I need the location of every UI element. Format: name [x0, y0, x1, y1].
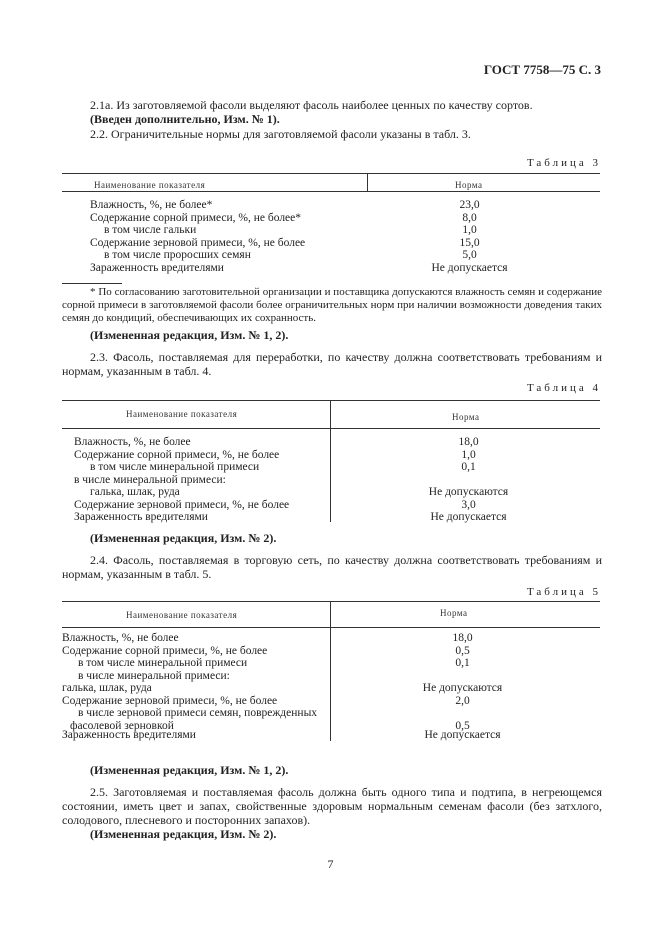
row-value: Не допускаются [422, 682, 503, 694]
row-label: галька, шлак, руда [90, 486, 180, 498]
table-row [62, 199, 600, 212]
table-row [62, 670, 600, 683]
row-value: 1,0 [462, 224, 477, 236]
row-value: 3,0 [461, 498, 476, 511]
column-header-name: Наименование показателя [126, 610, 238, 620]
amendment-note: (Измененная редакция, Изм. № 1, 2). [90, 763, 289, 777]
table-rule [62, 627, 600, 628]
footnote: * По согласованию заготовительной организации и поставщика допускаются влажность семян и содержание сорной примеси в заготовляемой фасоли более ограничительных норм при наличии возможности доведения таких семян до кондиций, обеспечивающих их сохранность. [62, 286, 602, 324]
row-value: 0,1 [455, 657, 470, 669]
row-label: в том числе минеральной примеси [90, 461, 260, 473]
table-rule [62, 400, 600, 401]
table-3-caption: Таблица 3 [526, 157, 601, 169]
row-value: 0,5 [455, 719, 470, 732]
paragraph-2-3: 2.3. Фасоль, поставляемая для переработки, по качеству должна соответствовать требованиям и нормам, указанным в табл. 4. [62, 350, 602, 378]
row-value: Не допускается [431, 261, 508, 274]
table-row [62, 682, 600, 695]
row-label: в том числе проросших семян [104, 249, 251, 261]
row-label: в числе минеральной примеси: [78, 669, 230, 682]
table-row [62, 461, 600, 474]
row-label: Влажность, %, не более [62, 632, 179, 644]
column-header-name: Наименование показателя [94, 180, 206, 190]
table-row [62, 499, 600, 512]
page-number: 7 [327, 857, 334, 871]
amendment-note: (Измененная редакция, Изм. № 2). [90, 531, 277, 545]
row-label: Зараженность вредителями [62, 729, 196, 741]
row-label: Содержание зерновой примеси, %, не более [90, 236, 306, 249]
column-header-norm: Норма [440, 608, 468, 618]
row-value: 18,0 [452, 632, 473, 644]
table-row [62, 474, 600, 487]
row-value: 23,0 [459, 199, 480, 211]
table-row [62, 695, 600, 708]
row-value: 0,1 [461, 461, 476, 473]
table-row [62, 707, 600, 720]
row-label: в том числе минеральной примеси [78, 657, 248, 669]
amendment-note: (Введен дополнительно, Изм. № 1). [90, 112, 280, 126]
row-label: в числе зерновой примеси семян, поврежденных [78, 707, 318, 719]
table-4-caption: Таблица 4 [526, 382, 601, 394]
row-value: 15,0 [459, 236, 480, 249]
column-header-norm: Норма [452, 412, 480, 422]
row-label: Содержание зерновой примеси, %, не более [74, 498, 290, 511]
paragraph-2-5: 2.5. Заготовляемая и поставляемая фасоль должна быть одного типа и подтипа, в негреющемся состоянии, иметь цвет и запах, свойственные здоровым нормальным семенам фасоли (без затхлого, солодового, плесневого и посторонних запахов). [62, 785, 602, 827]
row-value: 5,0 [462, 249, 477, 261]
table-row [62, 449, 600, 462]
paragraph-2-2: 2.2. Ограничительные нормы для заготовляемой фасоли указаны в табл. 3. [90, 127, 471, 141]
row-value: Не допускаются [428, 486, 509, 498]
table-row [62, 511, 600, 524]
table-5-caption: Таблица 5 [526, 586, 601, 598]
table-row [62, 212, 600, 225]
table-5 [62, 601, 600, 743]
row-value: 18,0 [458, 436, 479, 448]
table-rule [62, 428, 600, 429]
column-header-name: Наименование показателя [126, 409, 238, 419]
row-value: 8,0 [462, 211, 477, 224]
row-label: в том числе гальки [104, 224, 197, 236]
table-3 [62, 173, 600, 279]
row-label: в числе минеральной примеси: [74, 473, 226, 486]
row-value: 0,5 [455, 644, 470, 657]
paragraph-2-1a: 2.1а. Из заготовляемой фасоли выделяют фасоль наиболее ценных по качеству сортов. [90, 98, 533, 112]
table-row [62, 224, 600, 237]
row-label: Содержание сорной примеси, %, не более* [90, 211, 302, 224]
row-value: 2,0 [455, 694, 470, 707]
row-label: Содержание сорной примеси, %, не более [74, 448, 280, 461]
paragraph-2-4: 2.4. Фасоль, поставляемая в торговую сеть, по качеству должна соответствовать требованиям и нормам, указанным в табл. 5. [62, 553, 602, 581]
row-label: Влажность, %, не более* [90, 199, 213, 211]
row-label: Зараженность вредителями [90, 261, 224, 274]
row-value: Не допускается [430, 511, 507, 523]
row-value: 1,0 [461, 448, 476, 461]
table-row [62, 657, 600, 670]
amendment-note: (Измененная редакция, Изм. № 2). [90, 827, 277, 841]
footnote-rule [62, 283, 122, 284]
table-row [62, 632, 600, 645]
table-row [62, 436, 600, 449]
column-header-norm: Норма [455, 180, 483, 190]
table-row [62, 645, 600, 658]
table-row [62, 249, 600, 262]
table-rule [62, 173, 600, 174]
table-rule [62, 601, 600, 602]
row-value: Не допускается [424, 729, 501, 741]
table-row [62, 729, 600, 742]
table-row [62, 262, 600, 275]
row-label: Зараженность вредителями [74, 511, 208, 523]
document-header: ГОСТ 7758—75 С. 3 [483, 62, 601, 77]
row-label: фасолевой зерновкой [70, 719, 174, 732]
table-4 [62, 400, 600, 524]
amendment-note: (Измененная редакция, Изм. № 1, 2). [90, 328, 289, 342]
row-label: галька, шлак, руда [62, 682, 152, 694]
table-row [62, 486, 600, 499]
table-row [62, 237, 600, 250]
row-label: Влажность, %, не более [74, 436, 191, 448]
row-label: Содержание сорной примеси, %, не более [62, 644, 268, 657]
row-label: Содержание зерновой примеси, %, не более [62, 694, 278, 707]
table-column-divider [367, 173, 368, 191]
